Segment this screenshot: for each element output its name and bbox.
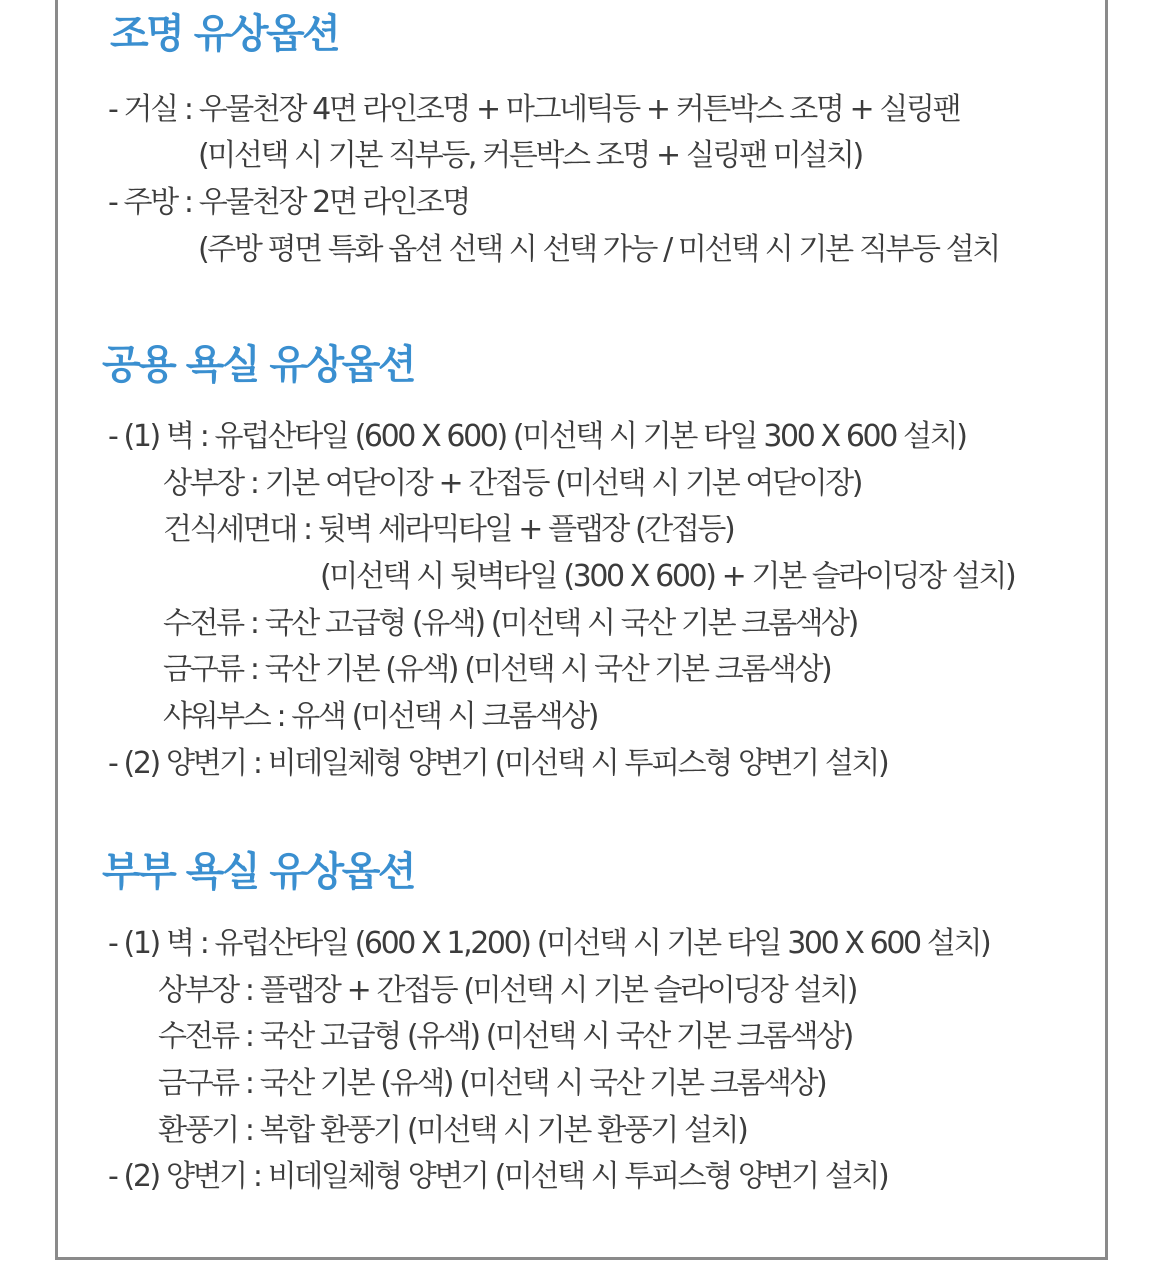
- common-bathroom-options-title: 공용 욕실 유상옵션: [102, 342, 414, 388]
- option-line: (주방 평면 특화 옵션 선택 시 선택 가능 / 미선택 시 기본 직부등 설치: [198, 232, 999, 267]
- option-line: - (1) 벽 : 유럽산타일 (600 X 600) (미선택 시 기본 타일 300 X 600 설치): [108, 419, 966, 454]
- option-line: - (1) 벽 : 유럽산타일 (600 X 1,200) (미선택 시 기본 타일 300 X 600 설치): [108, 926, 990, 961]
- option-line: - (2) 양변기 : 비데일체형 양변기 (미선택 시 투피스형 양변기 설치): [108, 746, 888, 781]
- option-line: - 주방 : 우물천장 2면 라인조명: [108, 185, 469, 220]
- lighting-options-title: 조명 유상옵션: [110, 11, 339, 57]
- option-line: 상부장 : 기본 여닫이장 + 간접등 (미선택 시 기본 여닫이장): [163, 466, 862, 501]
- option-line: 수전류 : 국산 고급형 (유색) (미선택 시 국산 기본 크롬색상): [158, 1019, 852, 1054]
- option-line: - (2) 양변기 : 비데일체형 양변기 (미선택 시 투피스형 양변기 설치): [108, 1159, 888, 1194]
- option-line: - 거실 : 우물천장 4면 라인조명 + 마그네틱등 + 커튼박스 조명 + 실링팬: [108, 92, 960, 127]
- master-bathroom-options-title: 부부 욕실 유상옵션: [102, 849, 414, 895]
- option-line: 금구류 : 국산 기본 (유색) (미선택 시 국산 기본 크롬색상): [163, 652, 831, 687]
- option-line: 건식세면대 : 뒷벽 세라믹타일 + 플랩장 (간접등): [163, 512, 734, 547]
- option-line: 금구류 : 국산 기본 (유색) (미선택 시 국산 기본 크롬색상): [158, 1066, 826, 1101]
- option-line: (미선택 시 기본 직부등, 커튼박스 조명 + 실링팬 미설치): [198, 138, 862, 173]
- option-line: (미선택 시 뒷벽타일 (300 X 600) + 기본 슬라이딩장 설치): [320, 559, 1015, 594]
- option-line: 환풍기 : 복합 환풍기 (미선택 시 기본 환풍기 설치): [158, 1113, 747, 1148]
- option-line: 수전류 : 국산 고급형 (유색) (미선택 시 국산 기본 크롬색상): [163, 606, 857, 641]
- option-line: 상부장 : 플랩장 + 간접등 (미선택 시 기본 슬라이딩장 설치): [158, 973, 857, 1008]
- option-line: 샤워부스 : 유색 (미선택 시 크롬색상): [163, 699, 598, 734]
